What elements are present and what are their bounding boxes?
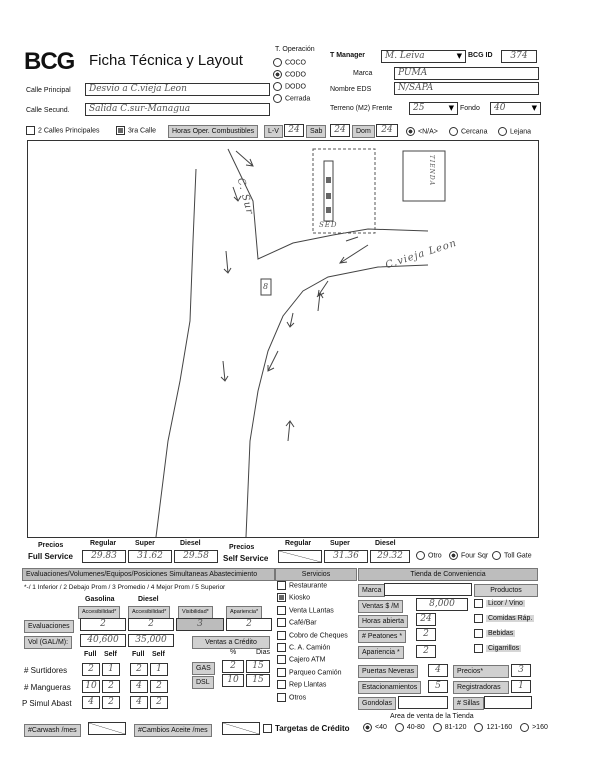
- producto-licor-vino[interactable]: [474, 599, 536, 614]
- arrow-icon: [286, 421, 294, 441]
- road-edge-right: [228, 149, 428, 259]
- frente-value: 25: [413, 103, 425, 113]
- producto-comidas-rapidas[interactable]: [474, 614, 536, 629]
- puertas-neveras-field[interactable]: 4: [428, 664, 448, 677]
- road-edge-lower: [246, 265, 428, 537]
- self-regular-price[interactable]: [278, 550, 322, 563]
- dsl-credito-label: DSL: [192, 676, 214, 689]
- servicio-restaurante[interactable]: [277, 581, 357, 593]
- arrow-icon: [340, 245, 368, 263]
- servicios-section-bar: Servicios: [275, 568, 357, 581]
- precios-label-self: Precios: [229, 544, 255, 551]
- estacionamientos-label: Estacionamientos: [358, 681, 421, 694]
- gas-credito-dias[interactable]: 15: [246, 660, 270, 673]
- simul-dsl-self[interactable]: 2: [150, 696, 168, 709]
- mangueras-gas-self[interactable]: 2: [102, 680, 120, 693]
- checkbox-icon: [277, 581, 286, 590]
- checkbox-icon: [277, 606, 286, 615]
- tarjetas-credito-checkbox[interactable]: [263, 724, 350, 733]
- checkbox-label: Restaurante: [289, 582, 328, 590]
- radio-label: 121-160: [486, 724, 513, 732]
- self-label-gas: Self: [104, 651, 117, 658]
- vol-diesel[interactable]: 35,000: [128, 634, 174, 647]
- checkbox-icon: [474, 614, 483, 623]
- checkbox-icon: [116, 126, 125, 135]
- eval-accesibilidad-gas[interactable]: 2: [80, 618, 126, 631]
- tienda-apariencia-field[interactable]: 2: [416, 645, 436, 658]
- dom-field[interactable]: 24: [376, 124, 398, 137]
- calle-secund-field[interactable]: Salida C.sur-Managua: [85, 103, 270, 116]
- radio-label: Cercana: [461, 128, 488, 136]
- evaluaciones-section-bar: Evaluaciones/Volumenes/Equipos/Posiciones Simultaneas Abastecimiento: [22, 568, 275, 581]
- servicio-cafe-bar[interactable]: [277, 618, 357, 630]
- surtidores-label: # Surtidores: [24, 666, 68, 675]
- brand-logo: BCG: [24, 48, 75, 75]
- operacion-option-dodo[interactable]: [273, 82, 333, 94]
- pump-icon: [326, 207, 331, 213]
- sketch-label-cvieja: C.vieja Leon: [384, 237, 459, 272]
- checkbox-icon: [277, 631, 286, 640]
- estacionamientos-field[interactable]: 5: [428, 680, 448, 693]
- diesel-label: Diesel: [138, 596, 159, 603]
- col-diesel-self: Diesel: [375, 540, 396, 547]
- store-building: [403, 151, 445, 201]
- arrow-icon: [236, 151, 253, 166]
- self-super-price[interactable]: 31.36: [324, 550, 368, 563]
- surtidores-gas-full[interactable]: 2: [82, 663, 100, 676]
- carwash-label: #Carwash /mes: [24, 724, 81, 737]
- full-super-price[interactable]: 31.62: [128, 550, 172, 563]
- cercana-radio[interactable]: [449, 127, 487, 136]
- evaluaciones-label: Evaluaciones: [24, 620, 74, 633]
- checkbox-icon: [277, 593, 286, 602]
- peatones-label: # Peatones *: [358, 630, 406, 643]
- producto-bebidas[interactable]: [474, 629, 536, 644]
- fondo-select[interactable]: [490, 102, 541, 115]
- terreno-label: Terreno (M2) Frente: [330, 105, 393, 112]
- dias-label: Dias: [256, 649, 271, 656]
- registradoras-label: Registradoras: [453, 681, 509, 694]
- col-diesel-full: Diesel: [180, 540, 201, 547]
- servicio-cajero-atm[interactable]: [277, 655, 357, 667]
- registradoras-field[interactable]: 1: [511, 680, 531, 693]
- na-radio[interactable]: [406, 127, 438, 136]
- full-label-gas: Full: [84, 651, 97, 658]
- servicio-otros[interactable]: [277, 693, 357, 705]
- checkbox-icon: [277, 643, 286, 652]
- bcg-id-label: BCG ID: [468, 52, 493, 59]
- layout-sketch: [28, 141, 538, 537]
- col-regular-self: Regular: [285, 540, 312, 547]
- radio-icon: [273, 82, 282, 91]
- calle-principal-label: Calle Principal: [26, 87, 71, 94]
- checkbox-label: Targetas de Crédito: [275, 724, 350, 733]
- pump-icon: [326, 193, 331, 199]
- radio-icon: [273, 58, 282, 67]
- tienda-marca-field[interactable]: [384, 583, 472, 596]
- lv-label: L-V: [264, 125, 283, 138]
- t-operacion-label: T. Operación: [275, 46, 315, 53]
- radio-label: <N/A>: [418, 128, 438, 136]
- checkbox-label: Otros: [289, 693, 307, 701]
- checkbox-label: 3ra Calle: [128, 127, 157, 135]
- servicio-rep-llantas[interactable]: [277, 680, 357, 692]
- calle-principal-field[interactable]: Desvio a C.vieja Leon: [85, 83, 270, 96]
- precios-tienda-field[interactable]: 3: [511, 664, 531, 677]
- checkbox-label: Comidas Ráp.: [488, 615, 533, 623]
- checkbox-label: Parqueo Camión: [289, 669, 342, 677]
- calle-secund-label: Calle Secund.: [26, 107, 70, 114]
- operacion-option-cerrada[interactable]: [273, 94, 333, 106]
- visibilidad-header: Visibilidad*: [178, 606, 213, 619]
- t-manager-label: T Manager: [330, 52, 366, 59]
- radio-selected-icon: [363, 723, 372, 732]
- vol-label: Vol (GAL/M):: [24, 636, 72, 649]
- cambios-aceite-field[interactable]: [222, 722, 260, 735]
- servicio-parqueo-camion[interactable]: [277, 668, 357, 680]
- lejana-radio[interactable]: [498, 127, 531, 136]
- col-super-full: Super: [135, 540, 155, 547]
- four-sqr-radio[interactable]: [449, 551, 488, 560]
- checkbox-label: Venta LLantas: [289, 607, 334, 615]
- radio-icon: [520, 723, 529, 732]
- area-venta-label: Area de venta de la Tienda: [390, 713, 474, 720]
- option-label: Cerrada: [285, 95, 311, 103]
- radio-icon: [273, 94, 282, 103]
- dropdown-arrow-icon: ▼: [448, 104, 454, 112]
- radio-label: Four Sqr: [461, 552, 489, 560]
- radio-icon: [492, 551, 501, 560]
- option-label: CODO: [285, 71, 306, 79]
- tercera-calle-checkbox[interactable]: [116, 126, 156, 135]
- form-title: Ficha Técnica y Layout: [89, 52, 243, 69]
- full-regular-price[interactable]: 29.83: [82, 550, 126, 563]
- radio-label: Toll Gate: [504, 552, 532, 560]
- productos-label: Productos: [474, 584, 538, 597]
- sab-field[interactable]: 24: [330, 124, 350, 137]
- arrow-icon: [346, 237, 358, 241]
- checkbox-label: Cigarrillos: [488, 645, 520, 653]
- arrow-icon: [287, 313, 294, 327]
- fondo-value: 40: [494, 103, 506, 113]
- horas-abierta-label: Horas abierta: [358, 615, 408, 628]
- self-label-dsl: Self: [152, 651, 165, 658]
- eval-visibilidad[interactable]: 3: [176, 618, 224, 631]
- checkbox-icon: [277, 668, 286, 677]
- tienda-section-bar: Tienda de Conveniencia: [358, 568, 538, 581]
- pump-icon: [326, 177, 331, 183]
- checkbox-label: Bebidas: [488, 630, 514, 638]
- gas-credito-pct[interactable]: 2: [222, 660, 244, 673]
- sillas-field[interactable]: [484, 696, 532, 709]
- t-manager-select[interactable]: [381, 50, 466, 63]
- servicios-list: [277, 581, 357, 705]
- radio-icon: [416, 551, 425, 560]
- checkbox-icon: [474, 629, 483, 638]
- checkbox-label: 2 Calles Principales: [38, 127, 100, 135]
- cambios-aceite-label: #Cambios Aceite /mes: [134, 724, 212, 737]
- radio-icon: [474, 723, 483, 732]
- nombre-eds-field[interactable]: N/SAPA: [394, 82, 539, 95]
- self-diesel-price[interactable]: 29.32: [370, 550, 410, 563]
- dos-calles-checkbox[interactable]: [26, 126, 99, 135]
- gas-credito-label: GAS: [192, 662, 215, 675]
- bcg-id-field[interactable]: 374: [501, 50, 537, 63]
- simul-gas-full[interactable]: 4: [82, 696, 100, 709]
- full-service-label: Full Service: [28, 552, 73, 561]
- arrow-icon: [221, 361, 228, 381]
- horas-oper-button[interactable]: Horas Oper. Combustibles: [168, 125, 258, 138]
- radio-icon: [395, 723, 404, 732]
- checkbox-label: C. A. Camión: [289, 644, 331, 652]
- checkbox-icon: [277, 655, 286, 664]
- ventas-field[interactable]: 8,000: [416, 598, 468, 611]
- checkbox-label: Kiosko: [289, 594, 311, 602]
- simul-dsl-full[interactable]: 4: [130, 696, 148, 709]
- checkbox-icon: [474, 599, 483, 608]
- servicio-ca-camion[interactable]: [277, 643, 357, 655]
- peatones-field[interactable]: 2: [416, 628, 436, 641]
- nombre-eds-label: Nombre EDS: [330, 86, 372, 93]
- mangueras-dsl-full[interactable]: 4: [130, 680, 148, 693]
- toll-gate-radio[interactable]: [492, 551, 532, 560]
- area-venta-options: [363, 723, 548, 732]
- surtidores-dsl-self[interactable]: 1: [150, 663, 168, 676]
- radio-icon: [498, 127, 507, 136]
- dsl-credito-dias[interactable]: 15: [246, 674, 270, 687]
- checkbox-label: Cajero ATM: [289, 656, 326, 664]
- surtidores-gas-self[interactable]: 1: [102, 663, 120, 676]
- road-edge-left: [156, 169, 196, 537]
- eval-apariencia[interactable]: 2: [226, 618, 272, 631]
- vol-gasolina[interactable]: 40,600: [80, 634, 126, 647]
- carwash-field[interactable]: [88, 722, 126, 735]
- radio-label: Lejana: [510, 128, 532, 136]
- arrow-icon: [268, 351, 278, 371]
- precios-label-full: Precios: [38, 542, 64, 549]
- t-manager-value: M. Leiva: [385, 51, 425, 61]
- productos-list: [474, 599, 536, 659]
- sketch-label-tienda: TIENDA: [428, 154, 436, 187]
- road-lines: [156, 149, 428, 537]
- operacion-option-coco[interactable]: [273, 58, 333, 70]
- mangueras-label: # Mangueras: [24, 683, 71, 692]
- tienda-marca-label: Marca: [358, 584, 385, 597]
- radio-selected-icon: [406, 127, 415, 136]
- marca-field[interactable]: PUMA: [394, 67, 539, 80]
- dropdown-arrow-icon: ▼: [531, 104, 537, 112]
- radio-label: Otro: [428, 552, 442, 560]
- lv-field[interactable]: 24: [284, 124, 304, 137]
- checkbox-label: Licor / Vino: [488, 600, 523, 608]
- eval-accesibilidad-dsl[interactable]: 2: [128, 618, 174, 631]
- sketch-label-sed: SED: [319, 221, 338, 229]
- simul-gas-self[interactable]: 2: [102, 696, 120, 709]
- dropdown-arrow-icon: ▼: [456, 52, 462, 60]
- checkbox-label: Cobro de Cheques: [289, 631, 348, 639]
- option-label: DODO: [285, 83, 306, 91]
- pct-label: %: [230, 649, 237, 656]
- dom-label: Dom: [352, 125, 375, 138]
- gasolina-label: Gasolina: [85, 596, 115, 603]
- full-label-dsl: Full: [132, 651, 145, 658]
- sab-label: Sab: [306, 125, 326, 138]
- col-regular-full: Regular: [90, 540, 117, 547]
- ventas-credito-label: Ventas a Crédito: [192, 636, 270, 649]
- radio-label: 81-120: [444, 724, 467, 732]
- surtidores-dsl-full[interactable]: 2: [130, 663, 148, 676]
- arrow-icon: [224, 251, 231, 273]
- producto-cigarrillos[interactable]: [474, 644, 536, 659]
- radio-selected-icon: [449, 551, 458, 560]
- radio-label: <40: [375, 724, 387, 732]
- area-option-81-120[interactable]: [433, 724, 467, 731]
- sketch-label-pole: 8: [263, 282, 270, 291]
- servicio-cobro-cheques[interactable]: [277, 631, 357, 643]
- checkbox-label: Café/Bar: [289, 619, 317, 627]
- checkbox-icon: [277, 680, 286, 689]
- marca-label: Marca: [353, 70, 373, 77]
- mangueras-dsl-self[interactable]: 2: [150, 680, 168, 693]
- frente-select[interactable]: [409, 102, 458, 115]
- ventas-label: Ventas $ /M: [358, 600, 403, 613]
- area-option-40-80[interactable]: [395, 724, 425, 731]
- checkbox-label: Rep Llantas: [289, 681, 327, 689]
- otro-radio[interactable]: [416, 551, 442, 560]
- area-option-121-160[interactable]: [474, 724, 512, 731]
- horas-abierta-field[interactable]: 24: [416, 613, 436, 626]
- checkbox-icon: [474, 644, 483, 653]
- gondolas-label: Gondolas: [358, 697, 396, 710]
- radio-selected-icon: [273, 70, 282, 79]
- full-diesel-price[interactable]: 29.58: [174, 550, 218, 563]
- self-service-label: Self Service: [223, 554, 269, 563]
- apariencia-header: Apariencia*: [226, 606, 262, 619]
- radio-label: >160: [532, 724, 548, 732]
- accesibilidad-header-dsl: Accesibilidad*: [128, 606, 170, 619]
- radio-label: 40-80: [406, 724, 425, 732]
- fondo-label: Fondo: [460, 105, 480, 112]
- simul-abast-label: P Simul Abast: [22, 699, 72, 708]
- gondolas-field[interactable]: [398, 696, 448, 709]
- operacion-options: [273, 58, 333, 106]
- checkbox-icon: [26, 126, 35, 135]
- checkbox-icon: [277, 693, 286, 702]
- operacion-option-codo[interactable]: [273, 70, 333, 82]
- servicio-venta-llantas[interactable]: [277, 606, 357, 618]
- radio-icon: [433, 723, 442, 732]
- area-option-lt40[interactable]: [363, 724, 387, 731]
- radio-icon: [449, 127, 458, 136]
- col-super-self: Super: [330, 540, 350, 547]
- rating-scale-legend: *-/ 1 Inferior / 2 Debajo Prom / 3 Promedio / 4 Mejor Prom / 5 Superior: [24, 584, 226, 591]
- layout-sketch-area[interactable]: [27, 140, 539, 538]
- checkbox-icon: [263, 724, 272, 733]
- checkbox-icon: [277, 618, 286, 627]
- sillas-label: # Sillas: [453, 697, 484, 710]
- servicio-kiosko[interactable]: [277, 593, 357, 605]
- mangueras-gas-full[interactable]: 10: [82, 680, 100, 693]
- tienda-apariencia-label: Apariencia *: [358, 646, 404, 659]
- accesibilidad-header-gas: Accesibilidad*: [78, 606, 120, 619]
- dsl-credito-pct[interactable]: 10: [222, 674, 244, 687]
- option-label: COCO: [285, 59, 306, 67]
- precios-tienda-label: Precios*: [453, 665, 509, 678]
- puertas-neveras-label: Puertas Neveras: [358, 665, 418, 678]
- sketch-label-csur: C. Sur: [234, 176, 256, 217]
- area-option-gt160[interactable]: [520, 724, 548, 731]
- arrow-icon: [317, 293, 323, 311]
